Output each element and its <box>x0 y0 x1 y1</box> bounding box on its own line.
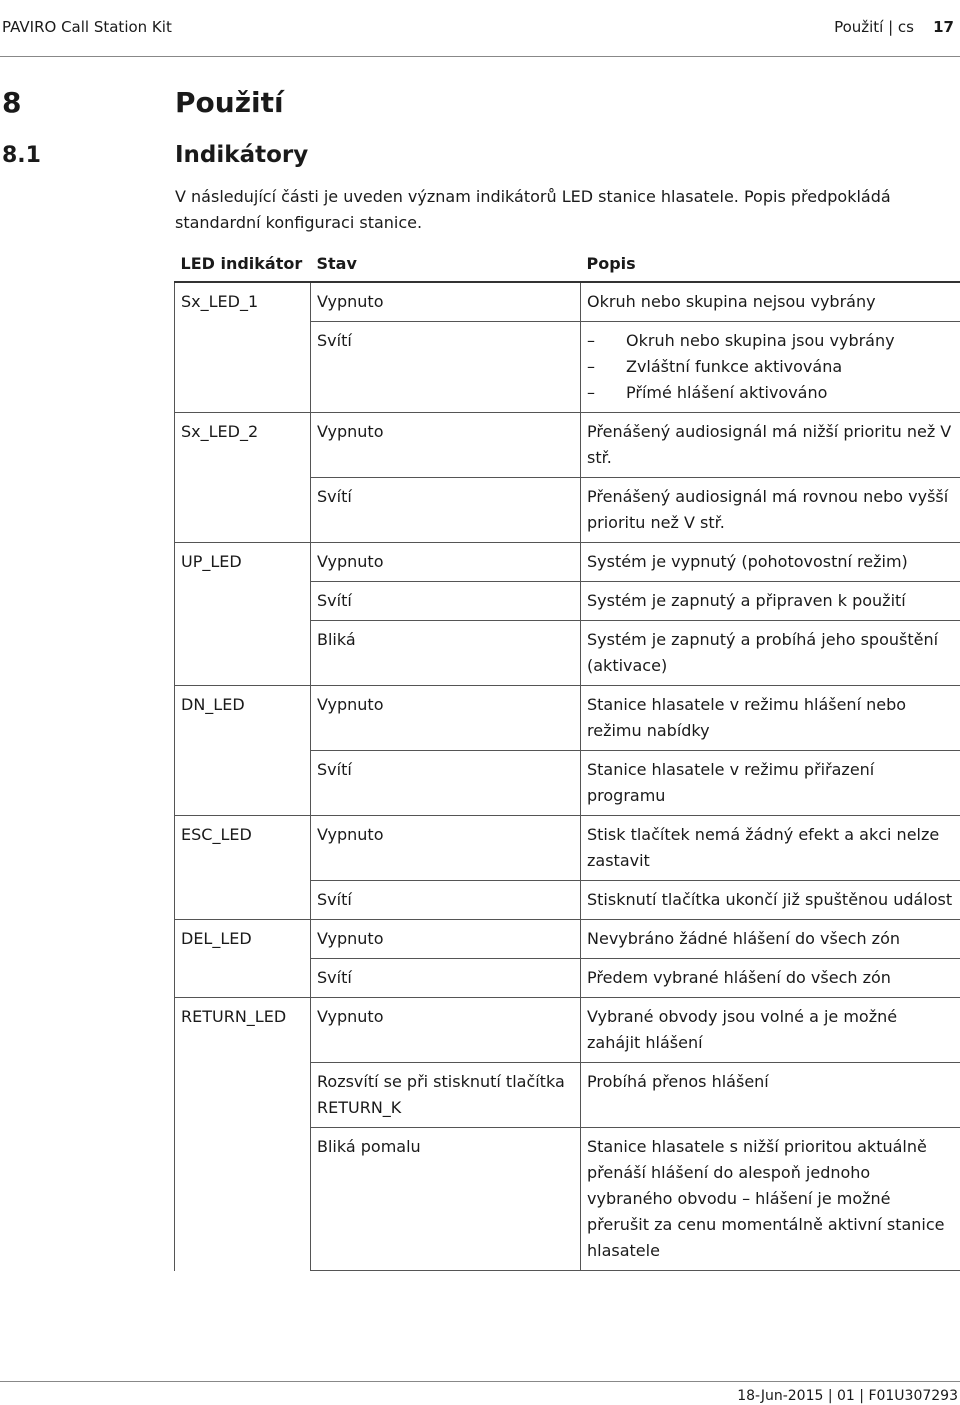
document-title: PAVIRO Call Station Kit <box>2 18 172 36</box>
column-header-led: LED indikátor <box>175 245 311 282</box>
led-state-cell: Svítí <box>311 959 581 998</box>
led-state-cell: Svítí <box>311 478 581 543</box>
led-description-cell: Stanice hlasatele v režimu přiřazení programu <box>581 751 960 816</box>
led-state-cell: Vypnuto <box>311 686 581 751</box>
table-header-row <box>175 245 960 282</box>
list-item: – Okruh nebo skupina jsou vybrány <box>587 328 954 354</box>
led-state-cell: Svítí <box>311 322 581 413</box>
column-header-state: Stav <box>311 245 581 282</box>
section-language: Použití | cs <box>834 18 914 36</box>
led-description-cell: Nevybráno žádné hlášení do všech zón <box>581 920 960 959</box>
led-state-cell: Vypnuto <box>311 816 581 881</box>
table-row <box>175 686 960 751</box>
led-description-cell: Stisknutí tlačítka ukončí již spuštěnou událost <box>581 881 960 920</box>
page-header <box>0 0 960 57</box>
led-name-cell: DEL_LED <box>175 920 311 998</box>
led-name-cell: RETURN_LED <box>175 998 311 1271</box>
description-list <box>587 328 954 406</box>
led-state-cell: Svítí <box>311 751 581 816</box>
table-row <box>175 282 960 322</box>
table-row <box>175 998 960 1063</box>
led-state-cell: Svítí <box>311 881 581 920</box>
column-header-description: Popis <box>581 245 960 282</box>
table-body <box>175 282 960 1271</box>
table-row <box>175 543 960 582</box>
list-item: – Přímé hlášení aktivováno <box>587 380 954 406</box>
footer-info: 18-Jun-2015 | 01 | F01U307293 <box>737 1388 958 1404</box>
led-description-cell: Přenášený audiosignál má nižší prioritu než V stř. <box>581 413 960 478</box>
led-state-cell: Rozsvítí se při stisknutí tlačítka RETURN_K <box>311 1063 581 1128</box>
led-description-cell <box>581 322 960 413</box>
led-description-cell: Předem vybrané hlášení do všech zón <box>581 959 960 998</box>
led-state-cell: Vypnuto <box>311 413 581 478</box>
section-title: Indikátory <box>175 142 309 168</box>
table-row <box>175 816 960 881</box>
led-description-cell: Systém je zapnutý a probíhá jeho spouštění (aktivace) <box>581 621 960 686</box>
led-state-cell: Vypnuto <box>311 920 581 959</box>
led-name-cell: Sx_LED_2 <box>175 413 311 543</box>
led-description-cell: Stisk tlačítek nemá žádný efekt a akci nelze zastavit <box>581 816 960 881</box>
led-name-cell: DN_LED <box>175 686 311 816</box>
list-item: – Zvláštní funkce aktivována <box>587 354 954 380</box>
led-description-cell: Probíhá přenos hlášení <box>581 1063 960 1128</box>
led-description-cell: Stanice hlasatele s nižší prioritou aktuálně přenáší hlášení do alespoň jednoho vybraného obvodu – hlášení je možné přerušit za cenu momentálně aktivní stanice hlasatele <box>581 1128 960 1271</box>
led-indicator-table <box>174 245 960 1271</box>
led-description-cell: Stanice hlasatele v režimu hlášení nebo režimu nabídky <box>581 686 960 751</box>
section-number: 8.1 <box>2 143 41 168</box>
led-name-cell: ESC_LED <box>175 816 311 920</box>
led-state-cell: Vypnuto <box>311 998 581 1063</box>
led-state-cell: Vypnuto <box>311 543 581 582</box>
led-name-cell: UP_LED <box>175 543 311 686</box>
footer-rule <box>0 1381 960 1382</box>
page-number: 17 <box>933 18 954 36</box>
led-description-cell: Okruh nebo skupina nejsou vybrány <box>581 282 960 322</box>
led-name-cell: Sx_LED_1 <box>175 282 311 413</box>
led-state-cell: Vypnuto <box>311 282 581 322</box>
led-state-cell: Bliká pomalu <box>311 1128 581 1271</box>
chapter-number: 8 <box>2 86 22 119</box>
table-row <box>175 413 960 478</box>
table-row <box>175 920 960 959</box>
led-description-cell: Přenášený audiosignál má rovnou nebo vyšší prioritu než V stř. <box>581 478 960 543</box>
led-description-cell: Systém je zapnutý a připraven k použití <box>581 582 960 621</box>
led-state-cell: Bliká <box>311 621 581 686</box>
chapter-title: Použití <box>175 86 284 119</box>
intro-paragraph: V následující části je uveden význam indikátorů LED stanice hlasatele. Popis předpokládá standardní konfiguraci stanice. <box>175 187 891 232</box>
led-description-cell: Vybrané obvody jsou volné a je možné zahájit hlášení <box>581 998 960 1063</box>
led-description-cell: Systém je vypnutý (pohotovostní režim) <box>581 543 960 582</box>
led-state-cell: Svítí <box>311 582 581 621</box>
